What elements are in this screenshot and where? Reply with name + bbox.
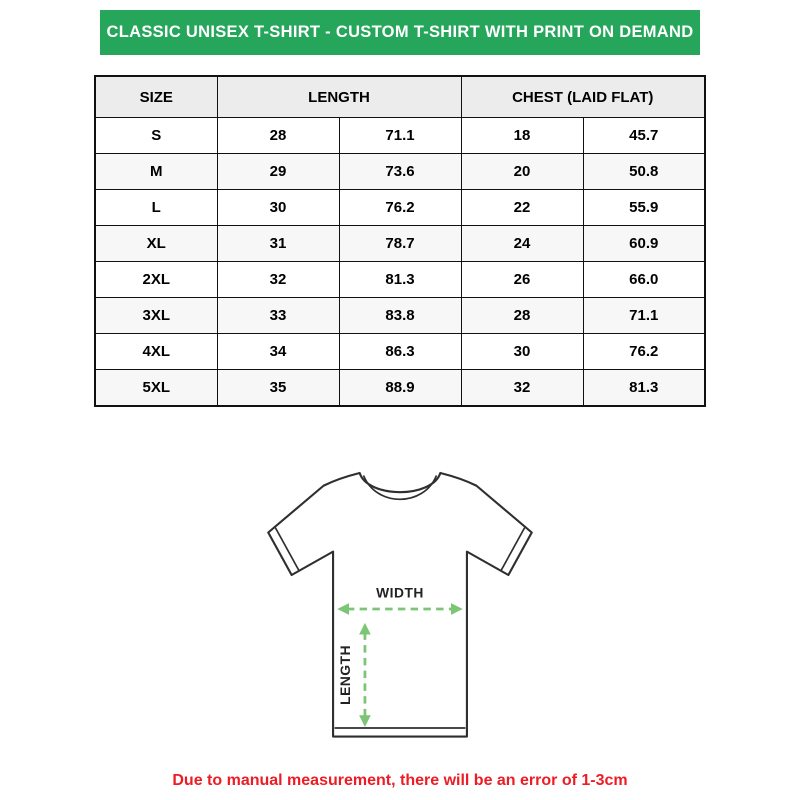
- table-row: [95, 118, 705, 154]
- table-row: [95, 298, 705, 334]
- chest-cm-cell: 50.8: [583, 154, 705, 190]
- chest-cm-cell: 71.1: [583, 298, 705, 334]
- chest-in-cell: 30: [461, 334, 583, 370]
- size-cell: 5XL: [95, 370, 217, 407]
- length-cm-cell: 71.1: [339, 118, 461, 154]
- length-in-cell: 35: [217, 370, 339, 407]
- chest-in-cell: 28: [461, 298, 583, 334]
- table-header-row: [95, 76, 705, 118]
- chest-in-cell: 20: [461, 154, 583, 190]
- width-label: WIDTH: [376, 584, 424, 601]
- length-label: LENGTH: [337, 644, 354, 705]
- length-cm-cell: 78.7: [339, 226, 461, 262]
- size-cell: L: [95, 190, 217, 226]
- table-row: [95, 154, 705, 190]
- length-in-cell: 29: [217, 154, 339, 190]
- size-cell: 4XL: [95, 334, 217, 370]
- chest-cm-cell: 55.9: [583, 190, 705, 226]
- size-cell: 3XL: [95, 298, 217, 334]
- banner-title: CLASSIC UNISEX T-SHIRT - CUSTOM T-SHIRT WITH PRINT ON DEMAND: [106, 23, 694, 41]
- measurement-note: Due to manual measurement, there will be an error of 1-3cm: [172, 772, 628, 789]
- table-row: [95, 334, 705, 370]
- header-length: LENGTH: [217, 76, 461, 118]
- length-cm-cell: 88.9: [339, 370, 461, 407]
- size-cell: XL: [95, 226, 217, 262]
- length-cm-cell: 86.3: [339, 334, 461, 370]
- length-in-cell: 31: [217, 226, 339, 262]
- table-row: [95, 262, 705, 298]
- chest-cm-cell: 81.3: [583, 370, 705, 407]
- header-size: SIZE: [95, 76, 217, 118]
- length-in-cell: 28: [217, 118, 339, 154]
- length-in-cell: 34: [217, 334, 339, 370]
- size-cell: 2XL: [95, 262, 217, 298]
- chest-in-cell: 18: [461, 118, 583, 154]
- banner: [100, 10, 700, 55]
- chest-in-cell: 24: [461, 226, 583, 262]
- chest-in-cell: 26: [461, 262, 583, 298]
- header-chest: CHEST (LAID FLAT): [461, 76, 705, 118]
- chest-cm-cell: 76.2: [583, 334, 705, 370]
- length-in-cell: 30: [217, 190, 339, 226]
- measurement-diagram: [230, 441, 570, 760]
- length-in-cell: 32: [217, 262, 339, 298]
- tshirt-diagram: [230, 441, 570, 760]
- size-chart-table: [94, 75, 706, 407]
- table-row: [95, 370, 705, 407]
- chest-cm-cell: 66.0: [583, 262, 705, 298]
- length-cm-cell: 73.6: [339, 154, 461, 190]
- length-cm-cell: 81.3: [339, 262, 461, 298]
- table-row: [95, 226, 705, 262]
- chest-cm-cell: 60.9: [583, 226, 705, 262]
- length-in-cell: 33: [217, 298, 339, 334]
- size-cell: S: [95, 118, 217, 154]
- chest-in-cell: 22: [461, 190, 583, 226]
- chest-in-cell: 32: [461, 370, 583, 407]
- size-cell: M: [95, 154, 217, 190]
- chest-cm-cell: 45.7: [583, 118, 705, 154]
- length-cm-cell: 83.8: [339, 298, 461, 334]
- table-row: [95, 190, 705, 226]
- length-cm-cell: 76.2: [339, 190, 461, 226]
- tshirt-outline: [268, 473, 532, 737]
